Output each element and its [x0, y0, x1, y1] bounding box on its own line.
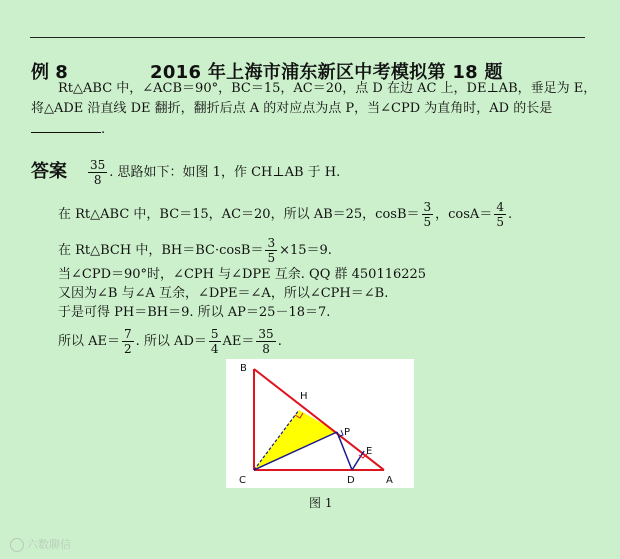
solution-line-1: 在 Rt△ABC 中，BC＝15，AC＝20，所以 AB＝25，cosB＝ $\frac{3}{5}$ ，cosA＝ $\frac{4}{5}$ . [58, 200, 513, 229]
shaded-triangle-cph [254, 410, 337, 470]
label-h: H [300, 391, 308, 402]
watermark: 六数聊信 [10, 536, 71, 552]
figure-svg [226, 359, 414, 488]
solution-line-5: 于是可得 PH＝BH＝9. 所以 AP＝25－18＝7. [58, 305, 331, 320]
label-b: B [240, 363, 247, 374]
problem-title: 2016 年上海市浦东新区中考模拟第 18 题 [150, 62, 503, 83]
example-number: 例 8 [31, 62, 68, 83]
problem-line-3: . [31, 120, 105, 139]
wechat-icon [10, 538, 24, 552]
label-p: P [344, 427, 351, 438]
label-e: E [366, 446, 373, 457]
figure-caption: 图 1 [309, 496, 333, 510]
top-rule [30, 37, 585, 38]
problem-line-1: Rt△ABC 中，∠ACB＝90°，BC＝15，AC＝20，点 D 在边 AC 上，DE⊥AB，垂足为 E， [58, 81, 597, 96]
answer-fraction: $\frac{35}{8}$ [90, 158, 106, 187]
problem-line-2: 将△ADE 沿直线 DE 翻折，翻折后点 A 的对应点为点 P，当∠CPD 为直角时，AD 的长是 [31, 101, 553, 116]
segment-de [352, 451, 364, 470]
label-d: D [347, 475, 355, 486]
label-a: A [386, 475, 393, 486]
answer-blank [31, 120, 101, 133]
solution-line-3: 当∠CPD＝90°时，∠CPH 与∠DPE 互余. QQ 群 450116225 [58, 267, 427, 282]
solution-line-2: 在 Rt△BCH 中，BH＝BC·cosB＝ $\frac{3}{5}$ ×15＝9. [58, 236, 332, 265]
answer-line: $\frac{35}{8}$ . 思路如下：如图 1，作 CH⊥AB 于 H. [90, 158, 341, 187]
answer-label: 答案 [31, 161, 67, 182]
geometry-figure [226, 359, 414, 488]
solution-line-4: 又因为∠B 与∠A 互余，∠DPE＝∠A，所以∠CPH＝∠B. [58, 286, 389, 301]
label-c: C [239, 475, 246, 486]
solution-line-6: 所以 AE＝ $\frac{7}{2}$ . 所以 AD＝ $\frac{5}{4}$ AE＝ $\frac{35}{8}$ . [58, 327, 282, 356]
